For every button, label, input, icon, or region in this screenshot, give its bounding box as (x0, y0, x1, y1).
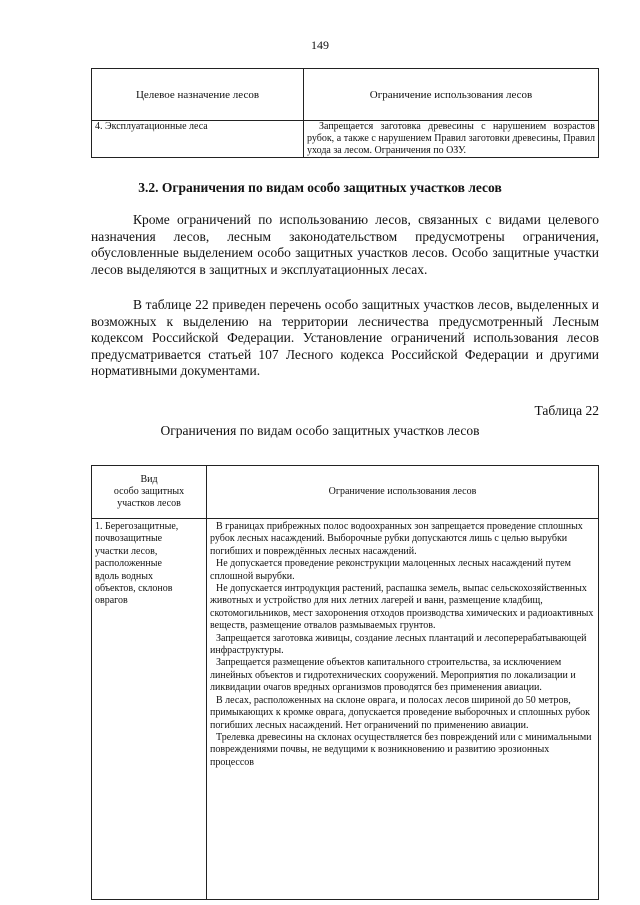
section-heading: 3.2. Ограничения по видам особо защитных участков лесов (138, 180, 502, 195)
header-area-type-line: Вид (140, 474, 158, 485)
header-restriction: Ограничение использования лесов (207, 466, 599, 519)
forest-purpose-table (91, 68, 599, 158)
restriction-cell (207, 519, 599, 900)
table-row (92, 121, 599, 158)
table-header-row (92, 69, 599, 121)
restriction-cell: Запрещается заготовка древесины с нарушением возрастов рубок, а также с нарушением Правил заготовки древесины, Правил ухода за лесом. Ограничения по ОЗУ. (304, 121, 599, 158)
paragraph-1: Кроме ограничений по использованию лесов, связанных с видами целевого назначения лесов, лесным законодательством предусмотрены ограничения, обусловленные выделением особо защитных участков лесов. Особо защитные участки лесов выделяются в защитных и эксплуатационных лесах. (91, 212, 599, 277)
area-type-line: почвозащитные (95, 533, 163, 545)
area-type-line: участки лесов, (95, 545, 158, 557)
restriction-paragraph: Запрещается заготовка живицы, создание лесных плантаций и лесоперерабатывающей инфраструктуры. (210, 632, 587, 657)
area-type-line: 1. Берегозащитные, (95, 521, 179, 532)
area-type-line: вдоль водных (95, 570, 154, 582)
area-type-line: расположенные (95, 558, 162, 570)
restriction-paragraph: В лесах, расположенных на склоне оврага, и полосах лесов шириной до 50 метров, примыкающих к кромке оврага, допускается проведение выборочных и сплошных рубок погибших лесных насаждений. Нет ограничений по применению авиации. (210, 694, 590, 731)
table-title: Ограничения по видам особо защитных участков лесов (160, 423, 480, 438)
page-number: 149 (311, 38, 329, 52)
restriction-paragraph: Запрещается размещение объектов капитального строительства, за исключением линейных объектов и гидротехнических сооружений. Мероприятия по локализации и ликвидации очагов вредных организмов проводятся без применения авиации. (210, 657, 576, 694)
table-label: Таблица 22 (534, 403, 599, 418)
header-area-type-line: участков лесов (117, 498, 181, 509)
table-header-row (92, 466, 599, 519)
restriction-paragraph: Не допускается проведение реконструкции малоценных лесных насаждений путем сплошной вырубки. (210, 558, 571, 582)
area-type-line: оврагов (95, 595, 128, 607)
protective-areas-table (91, 465, 599, 900)
header-restriction: Ограничение использования лесов (304, 69, 599, 121)
restriction-paragraph: Не допускается интродукция растений, распашка земель, выпас сельскохозяйственных животных и устройство для них летних лагерей и ванн, размещение кладбищ, скотомогильников, мест захоронения отходов производства химических и радиоактивных веществ, размещение отвалов размываемых грунтов. (210, 583, 594, 632)
restriction-paragraph: В границах прибрежных полос водоохранных зон запрещается проведение сплошных рубок лесных насаждений. Выборочные рубки допускаются лишь с целью вырубки погибших и повреждённых лесных насаждений. (210, 521, 583, 557)
purpose-cell: 4. Эксплуатационные леса (92, 121, 304, 158)
header-purpose: Целевое назначение лесов (92, 69, 304, 121)
area-type-line: объектов, склонов (95, 583, 173, 595)
header-area-type (92, 466, 207, 519)
area-type-cell (92, 519, 207, 900)
table-row (92, 519, 599, 900)
paragraph-2: В таблице 22 приведен перечень особо защитных участков лесов, выделенных и возможных к выделению на территории лесничества предусмотренный Лесным кодексом Российской Федерации. Установление ограничений использования лесов предусматривается статьей 107 Лесного кодекса Российской Федерации и другими нормативными документами. (91, 297, 599, 379)
restriction-paragraph: Трелевка древесины на склонах осуществляется без повреждений или с минимальными повреждениями почвы, не ведущими к возникновению и развитию эрозионных процессов (210, 731, 592, 768)
header-area-type-line: особо защитных (113, 486, 185, 497)
